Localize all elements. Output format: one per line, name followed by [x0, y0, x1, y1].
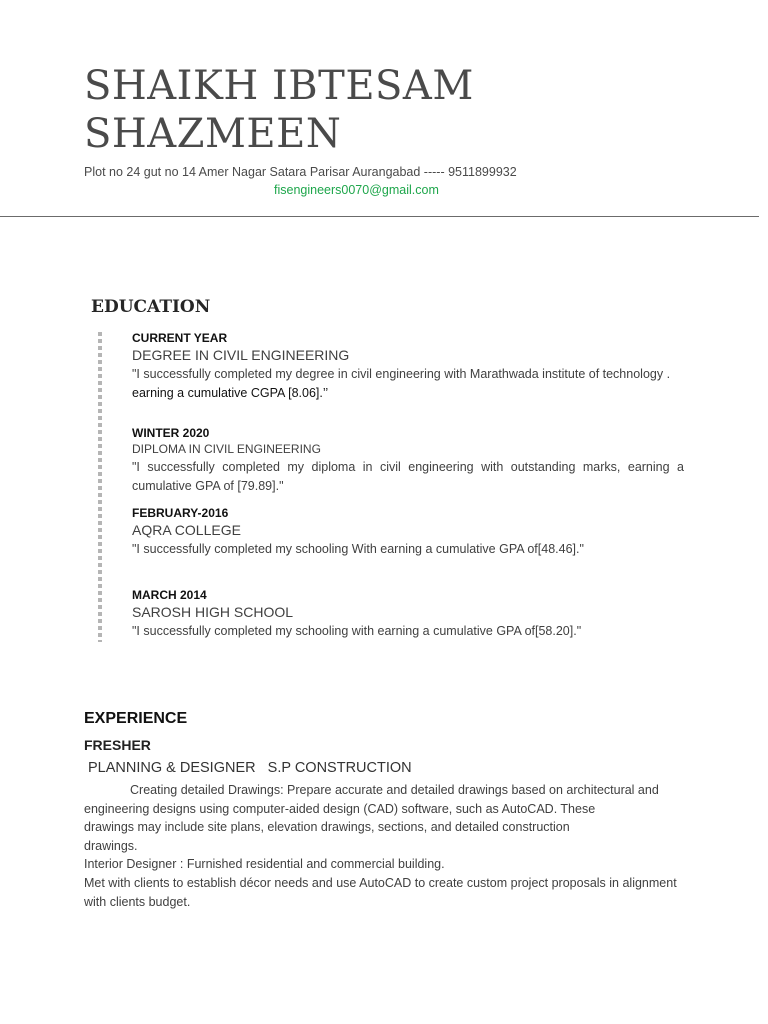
- education-period: WINTER 2020: [132, 426, 210, 440]
- education-timeline-dots: [98, 332, 102, 642]
- experience-description: [84, 781, 694, 911]
- education-description: "I successfully completed my schooling With earning a cumulative GPA of[48.46].": [132, 542, 584, 556]
- experience-heading: EXPERIENCE: [84, 710, 188, 727]
- education-description: "I successfully completed my diploma in civil engineering with outstanding marks, earning a cumulative GPA of [79.89].": [132, 460, 684, 493]
- education-period: FEBRUARY-2016: [132, 506, 229, 520]
- contact-email[interactable]: fisengineers0070@gmail.com: [274, 183, 439, 197]
- education-entry: [132, 588, 684, 641]
- contact-address: Plot no 24 gut no 14 Amer Nagar Satara Parisar Aurangabad ----- 9511899932: [84, 165, 517, 179]
- education-degree: DIPLOMA IN CIVIL ENGINEERING: [132, 442, 321, 456]
- education-period: MARCH 2014: [132, 588, 207, 602]
- education-description: [132, 365, 684, 403]
- name-line-1: SHAIKH IBTESAM: [84, 63, 474, 109]
- education-period: CURRENT YEAR: [132, 331, 228, 345]
- experience-paragraph: drawings may include site plans, elevation drawings, sections, and detailed construction drawings.: [84, 820, 570, 853]
- education-degree: SAROSH HIGH SCHOOL: [132, 604, 294, 620]
- education-entry: [132, 426, 684, 496]
- name-line-2: SHAZMEEN: [84, 111, 342, 157]
- education-degree: DEGREE IN CIVIL ENGINEERING: [132, 347, 350, 363]
- education-degree: AQRA COLLEGE: [132, 522, 241, 538]
- education-description-line: earning a cumulative CGPA [8.06].’’: [132, 386, 329, 400]
- header-divider: [0, 216, 759, 217]
- education-entry: [132, 506, 684, 559]
- education-entry: [132, 331, 684, 403]
- experience-level: FRESHER: [84, 737, 151, 753]
- education-description: "I successfully completed my schooling with earning a cumulative GPA of[58.20].": [132, 624, 582, 638]
- experience-paragraph: Met with clients to establish décor needs and use AutoCAD to create custom project proposals in alignment with clients budget.: [84, 875, 677, 909]
- experience-paragraph: Interior Designer : Furnished residential and commercial building.: [84, 857, 445, 872]
- experience-role: PLANNING & DESIGNER S.P CONSTRUCTION: [88, 760, 412, 776]
- candidate-name: [84, 62, 474, 158]
- education-description-line: "I successfully completed my degree in civil engineering with Marathwada institute of technology .: [132, 367, 671, 381]
- experience-paragraph: Creating detailed Drawings: Prepare accurate and detailed drawings based on architectural and engineering designs using computer-aided design (CAD) software, such as AutoCAD. These: [84, 783, 659, 816]
- education-heading: EDUCATION: [91, 297, 211, 317]
